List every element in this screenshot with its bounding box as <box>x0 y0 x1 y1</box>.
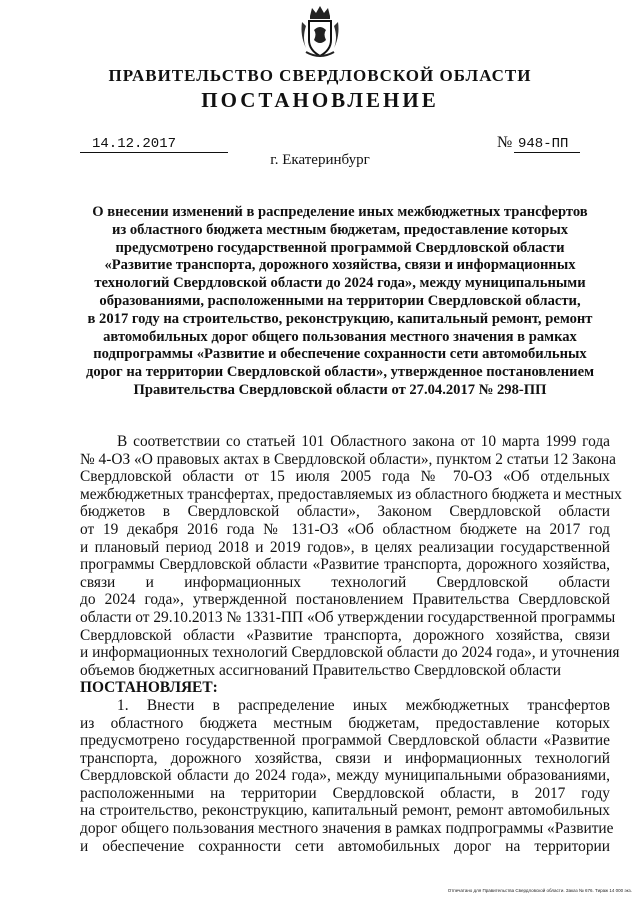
body-line: дорог общего пользования местного значения в рамках подпрограммы «Развитие <box>80 820 614 838</box>
document-number: 948-ПП <box>514 136 580 153</box>
body-line: № 4-ОЗ «О правовых актах в Свердловской области», пунктом 2 статьи 12 Закона <box>80 450 616 468</box>
resolves-heading: ПОСТАНОВЛЯЕТ: <box>80 679 218 697</box>
title-line: в 2017 году на строительство, реконструкцию, капитальный ремонт, ремонт <box>87 310 593 327</box>
title-line: автомобильных дорог общего пользования местного значения в рамках <box>103 328 577 345</box>
body-line: от 19 декабря 2016 года № 131-ОЗ «Об областном бюджете на 2017 год <box>80 520 610 538</box>
title-line: из областного бюджета местным бюджетам, предоставление которых <box>111 221 569 238</box>
title-line: Правительства Свердловской области от 27.04.2017 № 298-ПП <box>133 381 547 398</box>
body-line: 1. Внести в распределение иных межбюджетных трансфертов <box>117 696 610 714</box>
body-line: программы Свердловской области «Развитие транспорта, дорожного хозяйства, <box>80 556 610 574</box>
body-line: на строительство, реконструкцию, капитальный ремонт, ремонт автомобильных <box>80 802 610 820</box>
title-line: технологий Свердловской области до 2024 года», между муниципальными <box>94 275 586 292</box>
body-line: межбюджетных трансфертах, предоставляемых из областного бюджета и местных <box>80 485 622 503</box>
title-line: «Развитие транспорта, дорожного хозяйства, связи и информационных <box>104 257 576 274</box>
body-line: связи и информационных технологий Свердловской области <box>80 573 610 591</box>
body-line: расположенными на территории Свердловской области, в 2017 году <box>80 784 610 802</box>
coat-of-arms-icon <box>298 4 342 60</box>
document-body <box>80 433 622 855</box>
title-line: дорог на территории Свердловской области», утвержденное постановлением <box>85 364 595 381</box>
government-name: ПРАВИТЕЛЬСТВО СВЕРДЛОВСКОЙ ОБЛАСТИ <box>108 66 532 85</box>
body-line: Свердловской области до 2024 года», между муниципальными образованиями, <box>80 767 610 785</box>
number-sign: № <box>497 134 513 151</box>
body-line: области от 29.10.2013 № 1331-ПП «Об утверждении государственной программы <box>80 608 616 626</box>
body-line: бюджетов в Свердловской области», Законом Свердловской области <box>80 503 610 521</box>
body-line: транспорта, дорожного хозяйства, связи и информационных технологий <box>80 749 610 767</box>
title-line: подпрограммы «Развитие и обеспечение сохранности сети автомобильных <box>93 346 587 363</box>
print-footer: Отпечатано для Правительства Свердловской области. Заказ № 676. Тираж 14 000 экз. <box>447 888 632 893</box>
body-line: и информационных технологий Свердловской области до 2024 года», и уточнения <box>80 644 620 662</box>
body-line: объемов бюджетных ассигнований Правительство Свердловской области <box>80 661 561 679</box>
document-title <box>80 204 600 400</box>
body-line: и плановый период 2018 и 2019 годов», в целях реализации государственной <box>80 538 610 556</box>
document-city: г. Екатеринбург <box>270 152 370 168</box>
document-type: ПОСТАНОВЛЕНИЕ <box>201 88 439 112</box>
document-date: 14.12.2017 <box>80 136 228 153</box>
body-line: до 2024 года», утвержденной постановлением Правительства Свердловской <box>80 591 610 609</box>
body-line: В соответствии со статьей 101 Областного закона от 10 марта 1999 года <box>117 433 610 450</box>
title-line: образованиями, расположенными на территории Свердловской области, <box>99 292 581 309</box>
body-line: и обеспечение сохранности сети автомобильных дорог на территории <box>80 837 610 855</box>
body-line: из областного бюджета местным бюджетам, предоставление которых <box>80 714 610 732</box>
title-line: предусмотрено государственной программой Свердловской области <box>115 239 565 256</box>
body-line: Свердловской области от 15 июля 2005 года № 70-ОЗ «Об отдельных <box>80 468 610 486</box>
body-line: предусмотрено государственной программой Свердловской области «Развитие <box>80 732 610 750</box>
title-line: О внесении изменений в распределение иных межбюджетных трансфертов <box>92 204 588 220</box>
body-line: Свердловской области «Развитие транспорта, дорожного хозяйства, связи <box>80 626 610 644</box>
